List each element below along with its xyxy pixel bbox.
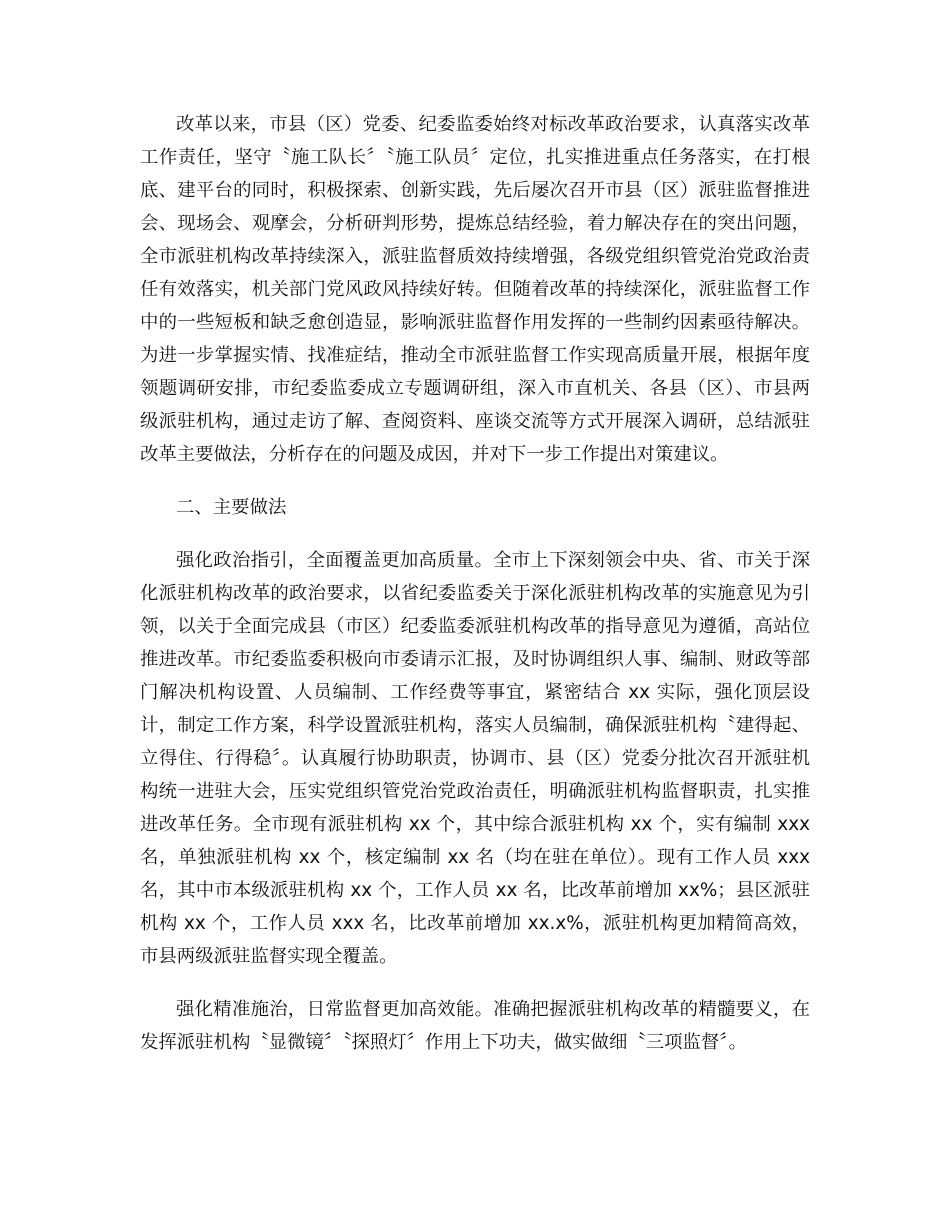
spacer bbox=[140, 471, 810, 491]
spacer bbox=[140, 524, 810, 544]
paragraph-precise-governance: 强化精准施治，日常监督更加高效能。准确把握派驻机构改革的精髓要义，在发挥派驻机构〝显微镜〞〝探照灯〞作用上下功夫，做实做细〝三项监督〞。 bbox=[140, 999, 810, 1053]
document-page bbox=[140, 108, 810, 1059]
paragraph-political-guidance: 强化政治指引，全面覆盖更加高质量。全市上下深刻领会中央、省、市关于深化派驻机构改革的政治要求，以省纪委监委关于深化派驻机构改革的实施意见为引领，以关于全面完成县（市区）纪委监委派驻机构改革的指导意见为遵循，高站位推进改革。市纪委监委积极向市委请示汇报，及时协调组织人事、编制、财政等部门解决机构设置、人员编制、工作经费等事宜，紧密结合 xx 实际，强化顶层设计，制定工作方案，科学设置派驻机构，落实人员编制，确保派驻机构〝建得起、立得住、行得稳〞。认真履行协助职责，协调市、县（区）党委分批次召开派驻机构统一进驻大会，压实党组织管党治党政治责任，明确派驻机构监督职责，扎实推进改革任务。全市现有派驻机构 xx 个，其中综合派驻机构 xx 个，实有编制 xxx 名，单独派驻机构 xx 个，核定编制 xx 名（均在驻在单位）。现有工作人员 xxx 名，其中市本级派驻机构 xx 个，工作人员 xx 名，比改革前增加 xx%；县区派驻机构 xx 个，工作人员 xxx 名，比改革前增加 xx.x%，派驻机构更加精简高效，市县两级派驻监督实现全覆盖。 bbox=[140, 550, 810, 967]
spacer bbox=[140, 973, 810, 993]
paragraph-intro: 改革以来，市县（区）党委、纪委监委始终对标改革政治要求，认真落实改革工作责任，坚守〝施工队长〞〝施工队员〞定位，扎实推进重点任务落实，在打根底、建平台的同时，积极探索、创新实践，先后屡次召开市县（区）派驻监督推进会、现场会、观摩会，分析研判形势，提炼总结经验，着力解决存在的突出问题，全市派驻机构改革持续深入，派驻监督质效持续增强，各级党组织管党治党政治责任有效落实，机关部门党风政风持续好转。但随着改革的持续深化，派驻监督工作中的一些短板和缺乏愈创造显，影响派驻监督作用发挥的一些制约因素亟待解决。为进一步掌握实情、找准症结，推动全市派驻监督工作实现高质量开展，根据年度领题调研安排，市纪委监委成立专题调研组，深入市直机关、各县（区）、市县两级派驻机构，通过走访了解、查阅资料、座谈交流等方式开展深入调研，总结派驻改革主要做法，分析存在的问题及成因，并对下一步工作提出对策建议。 bbox=[140, 114, 810, 465]
section-heading: 二、主要做法 bbox=[176, 497, 287, 518]
